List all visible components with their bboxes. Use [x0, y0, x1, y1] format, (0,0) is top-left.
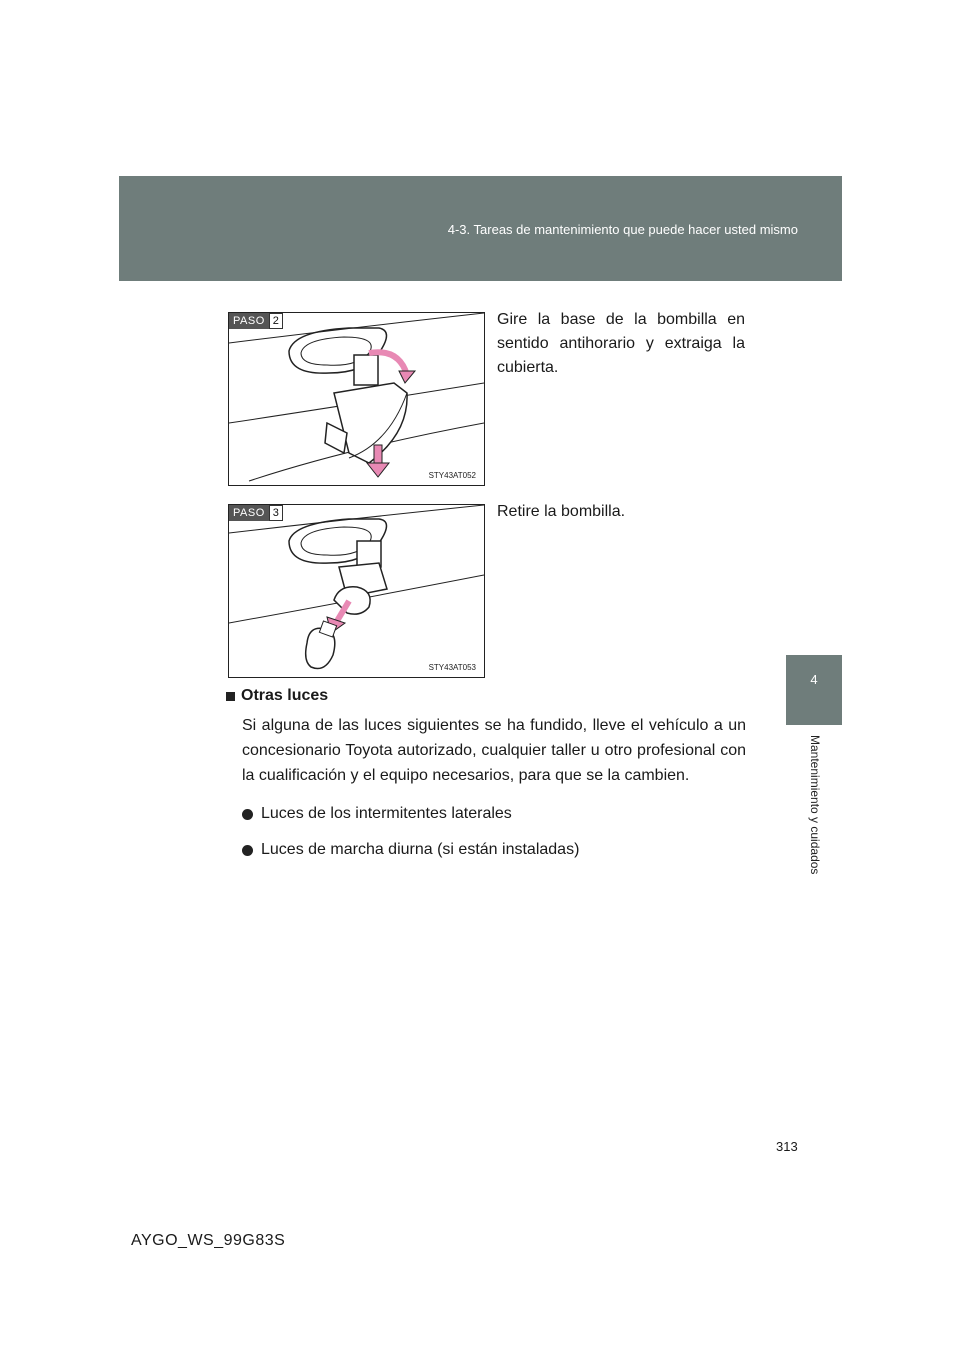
list-item: [242, 838, 746, 862]
step-badge: [229, 313, 283, 329]
step-badge: [229, 505, 283, 521]
chapter-side-label: Mantenimiento y cuidados: [808, 735, 822, 875]
other-lights-section: [226, 687, 746, 874]
step-3-instruction: Retire la bombilla.: [497, 503, 626, 520]
section-heading: [226, 687, 746, 705]
dot-bullet-icon: [242, 845, 253, 856]
list-item: [242, 802, 746, 826]
list-item-text: Luces de los intermitentes laterales: [261, 805, 512, 822]
list-item-text: Luces de marcha diurna (si están instaladas): [261, 841, 580, 858]
bulb-removal-illustration: [229, 505, 484, 677]
bulb-socket-rotate-illustration: [229, 313, 484, 485]
figure-step-2: [228, 312, 485, 486]
dot-bullet-icon: [242, 809, 253, 820]
figure-code: STY43AT053: [428, 663, 476, 672]
step-badge-number: 3: [269, 505, 283, 521]
chapter-number: 4: [810, 672, 818, 687]
chapter-header-band: [119, 176, 842, 281]
step-2-instruction: Gire la base de la bombilla en sentido antihorario y extraiga la cubierta.: [497, 311, 745, 376]
page-number: 313: [776, 1139, 798, 1154]
lights-list: [242, 802, 746, 862]
chapter-side-tab: [786, 655, 842, 725]
chapter-header-title: 4-3. Tareas de mantenimiento que puede hacer usted mismo: [447, 222, 798, 237]
step-badge-number: 2: [269, 313, 283, 329]
figure-step-3: [228, 504, 485, 678]
step-badge-word: PASO: [229, 313, 269, 329]
step-badge-word: PASO: [229, 505, 269, 521]
square-bullet-icon: [226, 692, 235, 701]
section-heading-text: Otras luces: [241, 687, 329, 704]
section-body: Si alguna de las luces siguientes se ha fundido, lleve el vehículo a un concesionario Toyota autorizado, cualquier taller u otro profesional con la cualificación y el equipo necesarios, para que se la cambien.: [242, 717, 746, 784]
figure-code: STY43AT052: [428, 471, 476, 480]
document-code: AYGO_WS_99G83S: [131, 1232, 286, 1249]
